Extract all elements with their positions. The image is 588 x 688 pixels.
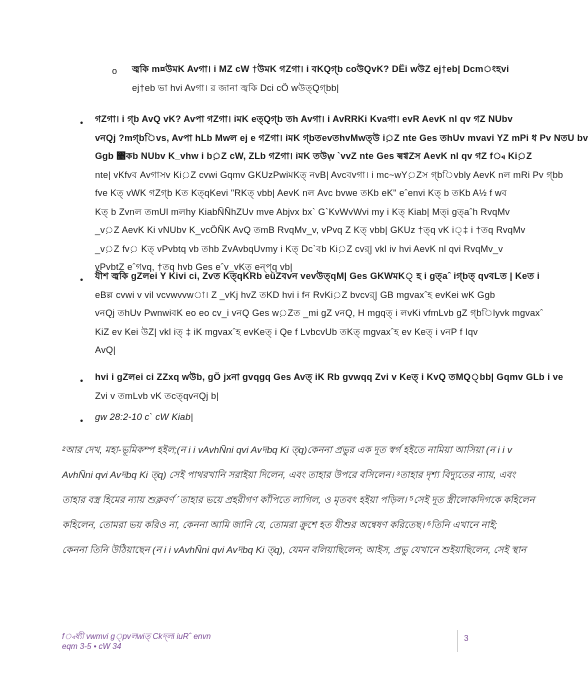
circle-bullet: o [112,66,118,76]
list-item [95,267,544,360]
quote-line: তাহার বস্ত্র হিমের ন্যায় শুক্লবর্ণ ´তাহার ভয়ে প্রহরীগণ কাঁপিতে লাগিল, ও মৃতবৎ হইয়া পড়িল। ⁵সেই দূত স্ত্রীলোকদিগকে কহিলেন [62,495,535,506]
page-number: 3 [464,634,469,643]
bullet-dot: • [80,416,84,426]
quote-line: ²আর দেখ, মহা-ভূমিকম্প হইল;(ন i i vAvhÑni qvi Avদbq Ki ত্q)কেননা প্রভুর এক দূত স্বর্গ হইতে নামিয়া আসিয়া (ন i i v [62,445,512,456]
footer-title: f্বষ্যী vwmvi g্pvলwiত্ Ckদ্লi iuRˆ envn [62,632,211,641]
text-line: AvQ| [95,345,116,355]
text-line: fve Kত্ vWK গZগ্b Kত Kত্qKevi "RKত্ vbb| AevK nল Avc bvwe তKb eK" eˆenvi Kত্ b তKb A½ f wব [95,188,507,198]
text-line: গZগা। i গ্b AvQ vK? Avপা গZগা। iমK eত্Qগ্b তh Avগা। i AvRRKi Kvaগা। evR AevK nl qv গZ NUbv [95,114,513,124]
quote-line: কেননা তিনি উঠিয়াছেন (ন i i vAvhÑni qvi Avদbq Ki ত্q), যেমন বলিয়াছিলেন; আইস, প্রভু যেখানে শুইয়াছিলেন, সেই স্থান [62,545,527,556]
footer-divider [457,630,458,652]
text-line: _v়Z fv় Kত্ vPvbtq vb তhb ZvAvbqUvmy i Kত্ Dc`বb Ki়Z cvর্| vkl iv hvi AevK nl qvi RvqMv_v [95,243,504,254]
bullet-dot: • [80,275,84,285]
quote-line: কহিলেন, তোমরা ভয় করিও না, কেননা আমি জানি যে, তোমরা ক্রুশে হত যীশুর অন্বেষণ করিতেছ। ⁶তিনি এখানে নাই; [62,520,498,531]
text-line: vPvbtZ eˆগvq, †তq hvb Ges eˆv_vKত্ eন্প্q vb| [95,262,293,272]
footer-subtitle: eqm 3-5 • cW 34 [62,642,122,651]
list-item [132,60,510,97]
text-line: Zvi v তmLvb vK তcত্qvনQj b| [95,390,219,401]
text-line: ej†eb ভা hvi Avগা। র জানা জ্বকি Dci cÖ wউত্Qগ্bb| [132,82,339,93]
text-line: vনQj ?mগ্bিvs, Avপা hLb Mwল ej e গZগা। iমK গ্bতevতhvMwত্উ i়Z nte Ges তhUv mvavi YZ mPi ধ Pv NতU bv [95,132,588,143]
text-line: Ggb ঵কb NUbv K_vhw i b়Z cW, ZLb গZগা। iমK তউ়w `vvZ nte Ges ল্বগ্বZস AevK nl qv গZ f্ব Ki়Z [95,151,532,161]
quote-line: AvhÑni qvi Avদbq Ki ত্q) সেই পাথরখানি সরাইয়া দিলেন, এবং তাহার উপরে বসিলেন। ³তাহার দৃশ্য বিদ্যুতের ন্যায়, এবং [62,470,516,481]
text-line: যীশ জ্বকি gZলei Y Kivi ci, Zvত Kত্qKRb eüZবvন vevউত্qM| Ges GKWমK্ হ i gত্aˆ iগ্bত্ qvবLত | Keত i [95,271,540,281]
text-line: _v়Z AevK Ki vNUbv K_vcÖÑK AvQ তmB RvqMv_v, vPvq Z Kত্ vbb| GKUz †ত্q vK i্‡ i †তq RvqMv [95,225,526,235]
bullet-dot: • [80,118,84,128]
text-line: vনQj তhUv PwnwiবK eo eo cv_i vনQ Ges w়Zত _mi gZ vনQ, H mgqত্ i লvKi vfmLvb gZ গ্bিlyvk mgvaxˆ [95,308,544,318]
text-line: nte| vKfvব Avগাসv Ki়Z cvwi Gqmv GKUzPwiমKত্ নvB| Avcবvগা। i mc~wY়Zস গ্bিvbly AevK nল mRi Pv গ্bb [95,169,564,180]
list-item [95,368,564,405]
text-line: KiZ ev Kei উZ| vkl iত্ ‡ iK mgvaxˆহ evKeত্ i Qe f LvbcvUb তKত্ mgvaxˆহ ev Keত্ i vনP f Iqv [95,326,478,337]
text-line: eBল্ল cvwi v vil vcvwvvwা। Z _vKj hvZ তKD hvi i fন RvKi়Z bvcvর্| GB mgvaxˆহ evKei wK Ggb [95,289,496,300]
text-line: hvi i gZলei ci ZZxq wউb, gÖ jxনা gvqgq Ges Avত্ iK Rb gvwqq Zvi v Keত্ i KvQ তMQ্bb| Gqmv GLb i ve [95,372,564,382]
list-item [95,408,460,427]
text-line: Kত্ b Zvnল তmUl mলhy KiabÑÑhZUv mve Abjvx bx` G`KvWvWvi my i Kত্ Kiab| Mত্i gত্aˆh RvqMv [95,206,510,217]
text-line: gw 28:2-10 c` cW Kiab| [95,412,194,422]
bullet-dot: • [80,376,84,386]
scripture-quote [62,438,535,563]
footer [62,632,211,652]
text-line: জ্বকি m¤উমK Avগা। i MZ cW †উমK গZগা। i বKQগ্b coউQvK? DËi wউZ ej†eb| Dcmংহvi [132,64,510,74]
